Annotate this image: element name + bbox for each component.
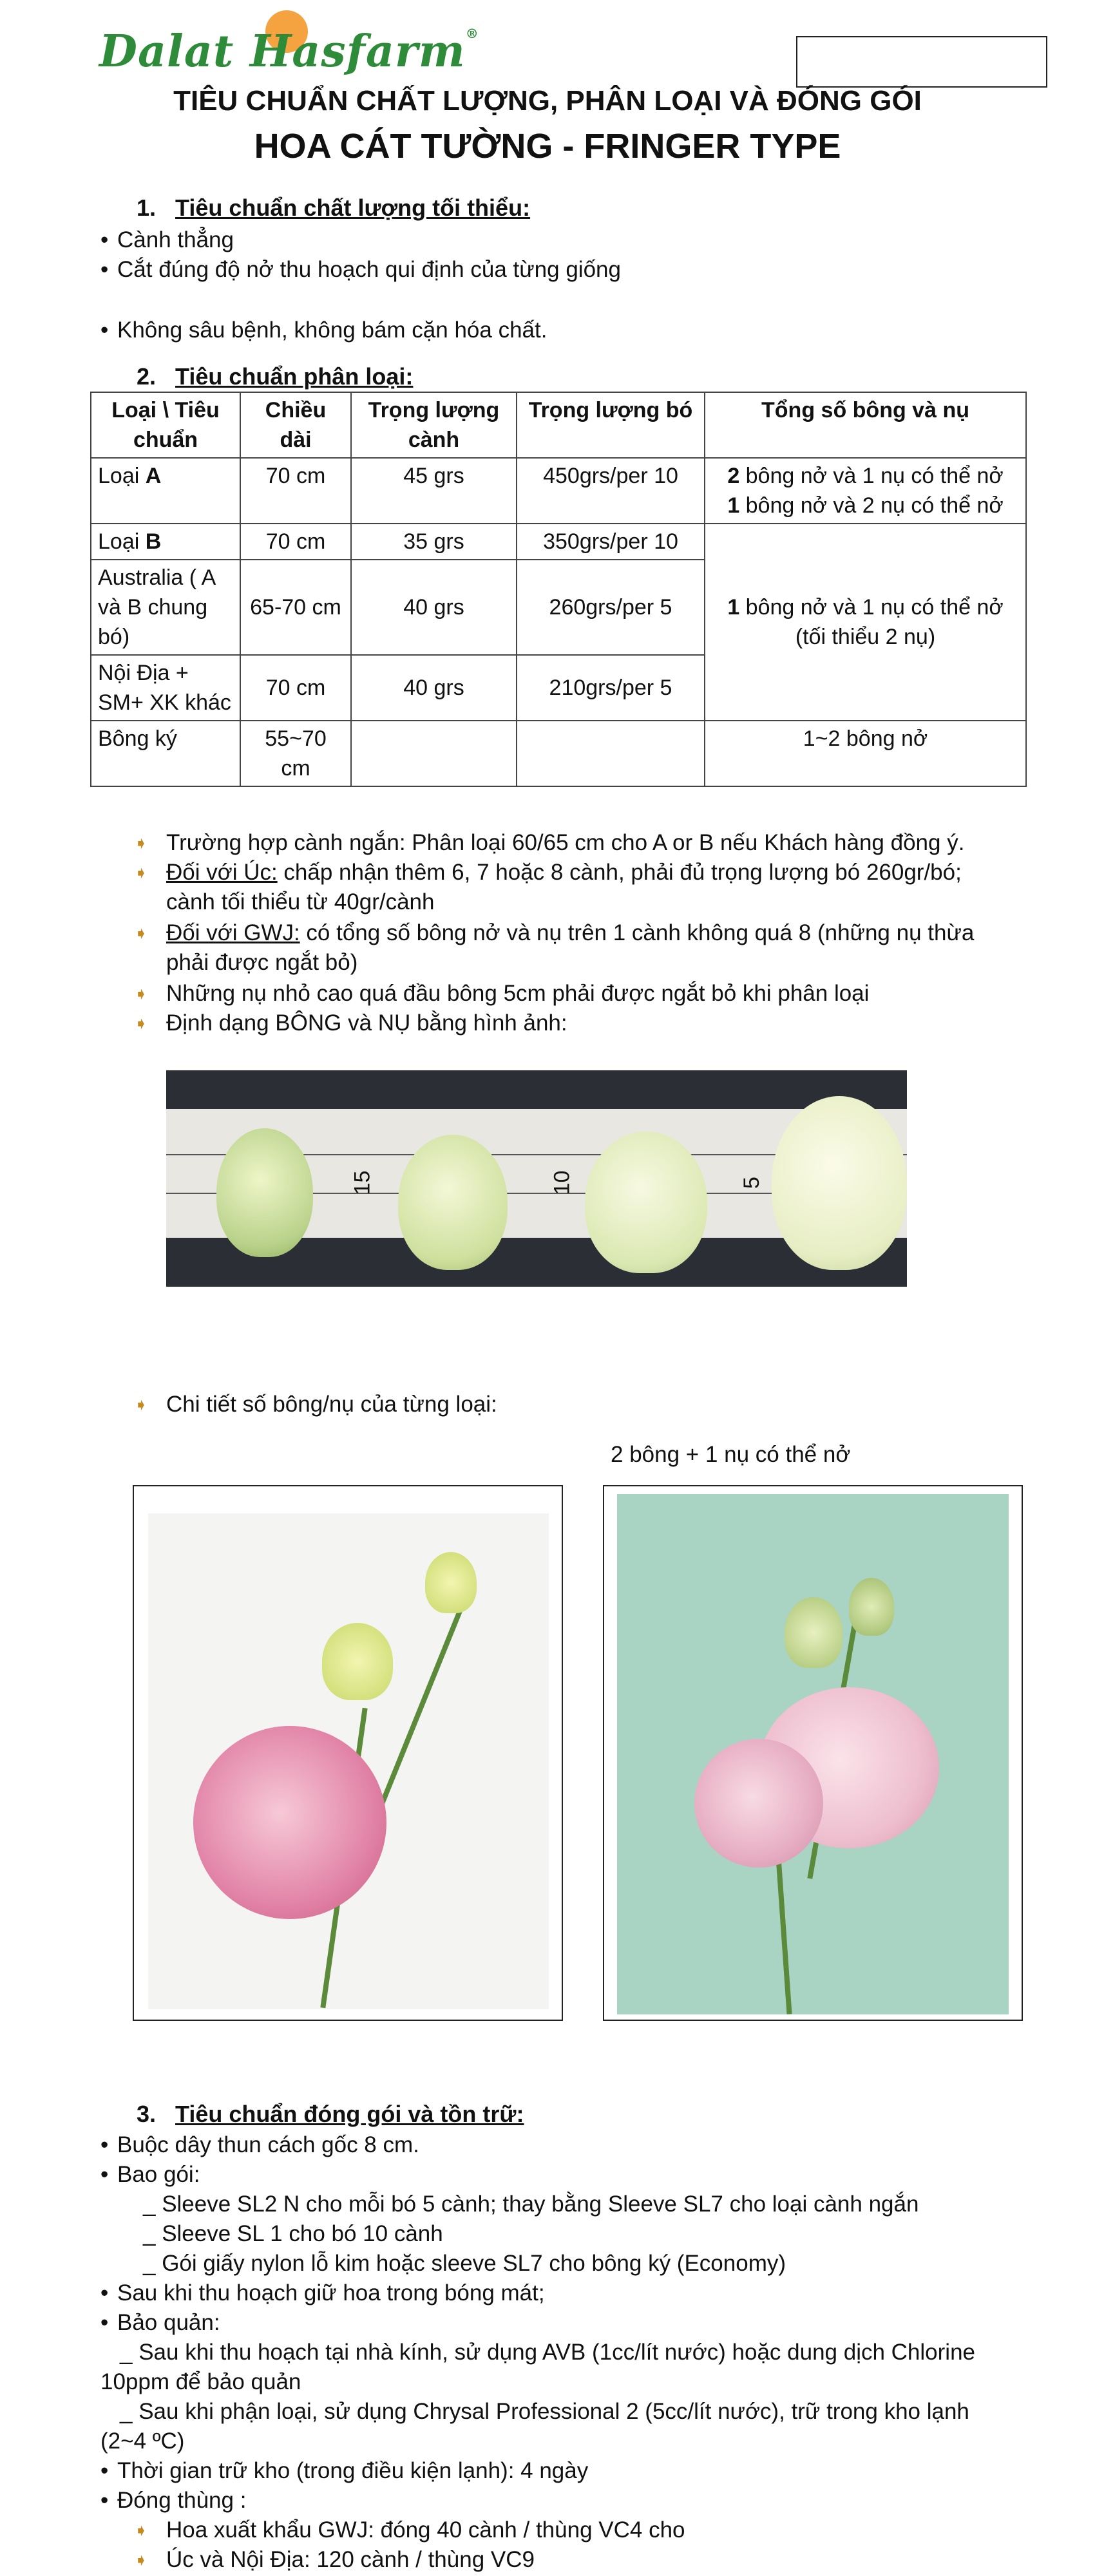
logo-text: Dalat Hasfarm® <box>99 26 479 77</box>
section3-line: _ Sau khi thu hoạch tại nhà kính, sử dụng AVB (1cc/lít nước) hoặc dung dịch Chlorine <box>120 2340 976 2365</box>
section3-line: ➧ Úc và Nội Địa: 120 cành / thùng VC9 <box>100 2545 1054 2575</box>
section1-heading: 1. Tiêu chuẩn chất lượng tối thiểu: <box>137 194 531 221</box>
table-cell-type: Loại A <box>91 458 240 524</box>
table-cell-total: 1~2 bông nở <box>705 721 1026 786</box>
flower-photo-left <box>133 1485 563 2021</box>
section3-heading: 3. Tiêu chuẩn đóng gói và tồn trữ: <box>137 2101 524 2127</box>
detail-item: ➧ Chi tiết số bông/nụ của từng loại: <box>137 1390 497 1419</box>
note-item: ➧ Đối với GWJ: có tổng số bông nở và nụ trên 1 cành không quá 8 (những nụ thừa phải được ngắt bỏ) <box>137 918 974 978</box>
table-cell-type: Loại B <box>91 524 240 560</box>
section3-line: • Thời gian trữ kho (trong điều kiện lạnh): 4 ngày <box>100 2456 1054 2486</box>
table-cell-stem-weight: 40 grs <box>351 655 517 721</box>
table-row <box>91 524 1026 560</box>
arrow-bullet-icon: ➧ <box>134 863 148 882</box>
note-item: ➧ Những nụ nhỏ cao quá đầu bông 5cm phải được ngắt bỏ khi phân loại <box>137 979 869 1009</box>
table-cell-bunch-weight: 350grs/per 10 <box>517 524 705 560</box>
table-cell-type: Australia ( A và B chung bó) <box>91 560 240 655</box>
table-header: Trọng lượng cành <box>351 392 517 458</box>
arrow-bullet-icon: ➧ <box>134 2550 148 2570</box>
ruler-label: 10 <box>549 1170 575 1195</box>
table-cell-length: 70 cm <box>240 524 351 560</box>
table-cell-bunch-weight: 210grs/per 5 <box>517 655 705 721</box>
section3-list <box>100 2130 1054 2575</box>
arrow-bullet-icon: ➧ <box>134 984 148 1003</box>
section3-line: (2~4 ºC) <box>100 2429 185 2454</box>
table-cell-stem-weight: 40 grs <box>351 560 517 655</box>
table-cell-total: 1 bông nở và 1 nụ có thể nở (tối thiểu 2 nụ) <box>705 524 1026 721</box>
table-cell-type: Bông ký <box>91 721 240 786</box>
section3-line: _ Sleeve SL2 N cho mỗi bó 5 cành; thay bằng Sleeve SL7 cho loại cành ngắn <box>143 2192 919 2217</box>
table-cell-type: Nội Địa + SM+ XK khác <box>91 655 240 721</box>
table-row <box>91 458 1026 524</box>
section3-line: 10ppm để bảo quản <box>100 2369 301 2394</box>
table-cell-stem-weight <box>351 721 517 786</box>
table-cell-length: 65-70 cm <box>240 560 351 655</box>
arrow-bullet-icon: ➧ <box>134 1014 148 1033</box>
note-item: ➧ Định dạng BÔNG và NỤ bằng hình ảnh: <box>137 1009 567 1038</box>
section3-line: _ Gói giấy nylon lỗ kim hoặc sleeve SL7 cho bông ký (Economy) <box>143 2251 786 2276</box>
section1-item: • Không sâu bệnh, không bám cặn hóa chất. <box>100 316 547 345</box>
table-header-row <box>91 392 1026 458</box>
section3-line: _ Sleeve SL 1 cho bó 10 cành <box>143 2221 443 2246</box>
photo-caption: 2 bông + 1 nụ có thể nở <box>611 1442 851 1467</box>
table-cell-bunch-weight <box>517 721 705 786</box>
table-cell-stem-weight: 45 grs <box>351 458 517 524</box>
flower-photo-right <box>603 1485 1023 2021</box>
bud-flower <box>398 1135 508 1270</box>
classification-table <box>90 392 1027 787</box>
table-cell-length: 70 cm <box>240 458 351 524</box>
document-title-line2: HOA CÁT TƯỜNG - FRINGER TYPE <box>254 127 841 166</box>
section3-line: • Đóng thùng : <box>100 2486 1054 2515</box>
section3-line: • Sau khi thu hoạch giữ hoa trong bóng mát; <box>100 2278 1054 2308</box>
section3-line: • Bao gói: <box>100 2160 1054 2190</box>
arrow-bullet-icon: ➧ <box>134 2521 148 2540</box>
table-header: Chiều dài <box>240 392 351 458</box>
bud-flower <box>585 1132 707 1273</box>
company-logo <box>97 6 479 84</box>
table-cell-stem-weight: 35 grs <box>351 524 517 560</box>
document-title-line1: TIÊU CHUẨN CHẤT LƯỢNG, PHÂN LOẠI VÀ ĐÓNG GÓI <box>173 85 922 117</box>
section2-heading: 2. Tiêu chuẩn phân loại: <box>137 363 414 390</box>
arrow-bullet-icon: ➧ <box>134 923 148 943</box>
table-cell-total: 2 bông nở và 1 nụ có thể nở 1 bông nở và 2 nụ có thể nở <box>705 458 1026 524</box>
section1-item: • Cắt đúng độ nở thu hoạch qui định của từng giống <box>100 255 621 285</box>
header-box <box>796 36 1047 88</box>
table-cell-length: 70 cm <box>240 655 351 721</box>
table-header: Trọng lượng bó <box>517 392 705 458</box>
table-header: Loại \ Tiêu chuẩn <box>91 392 240 458</box>
section3-line: • Bảo quản: <box>100 2308 1054 2338</box>
ruler-label: 15 <box>350 1170 375 1195</box>
section1-item: • Cành thẳng <box>100 225 234 255</box>
table-cell-length: 55~70 cm <box>240 721 351 786</box>
note-item: ➧ Trường hợp cành ngắn: Phân loại 60/65 cm cho A or B nếu Khách hàng đồng ý. <box>137 828 964 858</box>
note-item: ➧ Đối với Úc: chấp nhận thêm 6, 7 hoặc 8 cành, phải đủ trọng lượng bó 260gr/bó; cành tối thiểu từ 40gr/cành <box>137 858 962 917</box>
section3-line: _ Sau khi phận loại, sử dụng Chrysal Professional 2 (5cc/lít nước), trữ trong kho lạnh <box>120 2399 969 2424</box>
table-cell-bunch-weight: 450grs/per 10 <box>517 458 705 524</box>
arrow-bullet-icon: ➧ <box>134 833 148 853</box>
table-cell-bunch-weight: 260grs/per 5 <box>517 560 705 655</box>
section3-line: ➧ Hoa xuất khẩu GWJ: đóng 40 cành / thùng VC4 cho <box>100 2515 1054 2545</box>
bud-flower <box>216 1128 313 1257</box>
bud-flower <box>772 1096 907 1270</box>
section3-line: • Buộc dây thun cách gốc 8 cm. <box>100 2130 1054 2160</box>
ruler-label: 5 <box>739 1177 764 1189</box>
arrow-bullet-icon: ➧ <box>134 1395 148 1414</box>
table-header: Tổng số bông và nụ <box>705 392 1026 458</box>
bud-size-photo <box>166 1070 907 1287</box>
table-row <box>91 721 1026 786</box>
